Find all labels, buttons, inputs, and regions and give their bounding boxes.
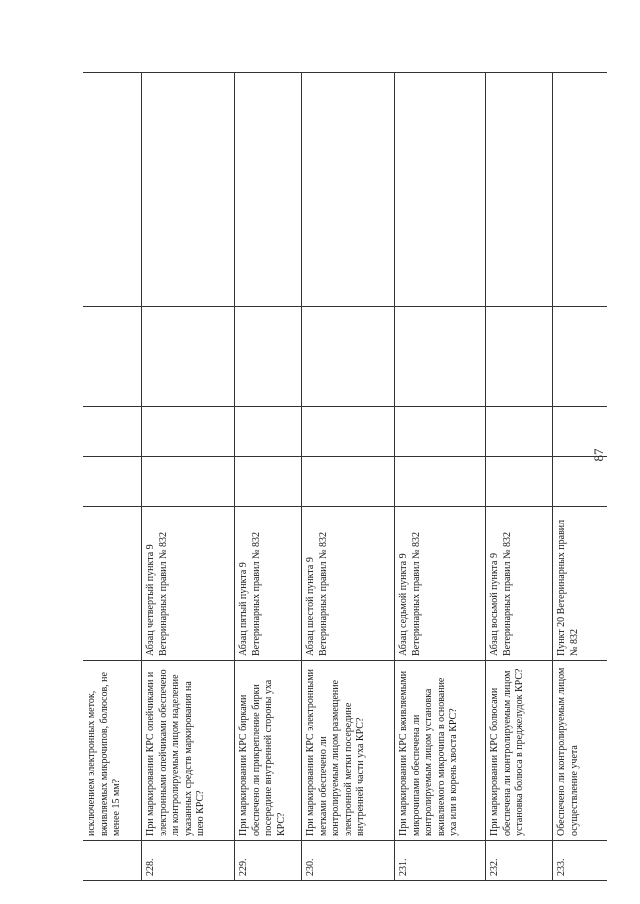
row-number: 229.	[235, 841, 302, 881]
answer-no-cell	[302, 407, 395, 457]
answer-yes-cell	[235, 457, 302, 507]
table-row	[395, 73, 486, 881]
note-cell	[486, 73, 553, 307]
table-row	[486, 73, 553, 881]
not-applicable-cell	[553, 307, 608, 407]
note-cell	[553, 73, 608, 307]
not-applicable-cell	[395, 307, 486, 407]
answer-no-cell	[235, 407, 302, 457]
not-applicable-cell	[83, 307, 142, 407]
answer-no-cell	[142, 407, 235, 457]
reference-cell	[83, 507, 142, 661]
reference-cell: Абзац седьмой пункта 9 Ветеринарных правил № 832	[395, 507, 486, 661]
row-number: 230.	[302, 841, 395, 881]
note-cell	[142, 73, 235, 307]
checklist-table-rotated	[83, 73, 588, 881]
note-cell	[302, 73, 395, 307]
table-row	[302, 73, 395, 881]
answer-yes-cell	[486, 457, 553, 507]
checklist-table	[83, 72, 607, 881]
answer-yes-cell	[395, 457, 486, 507]
table-row	[142, 73, 235, 881]
reference-cell: Абзац восьмой пункта 9 Ветеринарных правил № 832	[486, 507, 553, 661]
answer-no-cell	[553, 407, 608, 457]
question-cell: При маркировании КРС вживляемыми микрочипами обеспечена ли контролируемым лицом установка вживляемого микрочипа в основание уха или в корень хвоста КРС?	[395, 661, 486, 841]
answer-no-cell	[486, 407, 553, 457]
not-applicable-cell	[142, 307, 235, 407]
answer-yes-cell	[142, 457, 235, 507]
question-cell: При маркировании КРС бирками обеспечено ли прикрепление бирки посередине внутренней стороны уха КРС?	[235, 661, 302, 841]
answer-yes-cell	[553, 457, 608, 507]
row-number: 228.	[142, 841, 235, 881]
answer-yes-cell	[83, 457, 142, 507]
reference-cell: Абзац пятый пункта 9 Ветеринарных правил № 832	[235, 507, 302, 661]
question-cell: При маркировании КРС опейчиками и электронными опейчиками обеспечено ли контролируемым лицом наделение указанных средств маркирования на шею КРС?	[142, 661, 235, 841]
not-applicable-cell	[235, 307, 302, 407]
note-cell	[235, 73, 302, 307]
answer-no-cell	[83, 407, 142, 457]
answer-no-cell	[395, 407, 486, 457]
row-number: 233.	[553, 841, 608, 881]
row-number	[83, 841, 142, 881]
reference-cell: Абзац четвертый пункта 9 Ветеринарных правил № 832	[142, 507, 235, 661]
table-row	[83, 73, 142, 881]
note-cell	[83, 73, 142, 307]
page-number: 87	[591, 448, 606, 462]
table-row	[553, 73, 608, 881]
not-applicable-cell	[302, 307, 395, 407]
not-applicable-cell	[486, 307, 553, 407]
reference-cell: Абзац шестой пункта 9 Ветеринарных правил № 832	[302, 507, 395, 661]
answer-yes-cell	[302, 457, 395, 507]
question-cell: Обеспечено ли контролируемым лицом осуществление учета	[553, 661, 608, 841]
question-cell: При маркировании КРС болюсами обеспечена ли контролируемым лицом установка болюса в преджелудок КРС?	[486, 661, 553, 841]
row-number: 232.	[486, 841, 553, 881]
question-cell: исключением электронных меток, вживляемых микрочипов, болюсов, не менее 15 мм?	[83, 661, 142, 841]
note-cell	[395, 73, 486, 307]
table-row	[235, 73, 302, 881]
row-number: 231.	[395, 841, 486, 881]
reference-cell: Пункт 20 Ветеринарных правил № 832	[553, 507, 608, 661]
question-cell: При маркировании КРС электронными метками обеспечено ли контролируемым лицом размещение электронной метки посередине внутренней части уха КРС?	[302, 661, 395, 841]
